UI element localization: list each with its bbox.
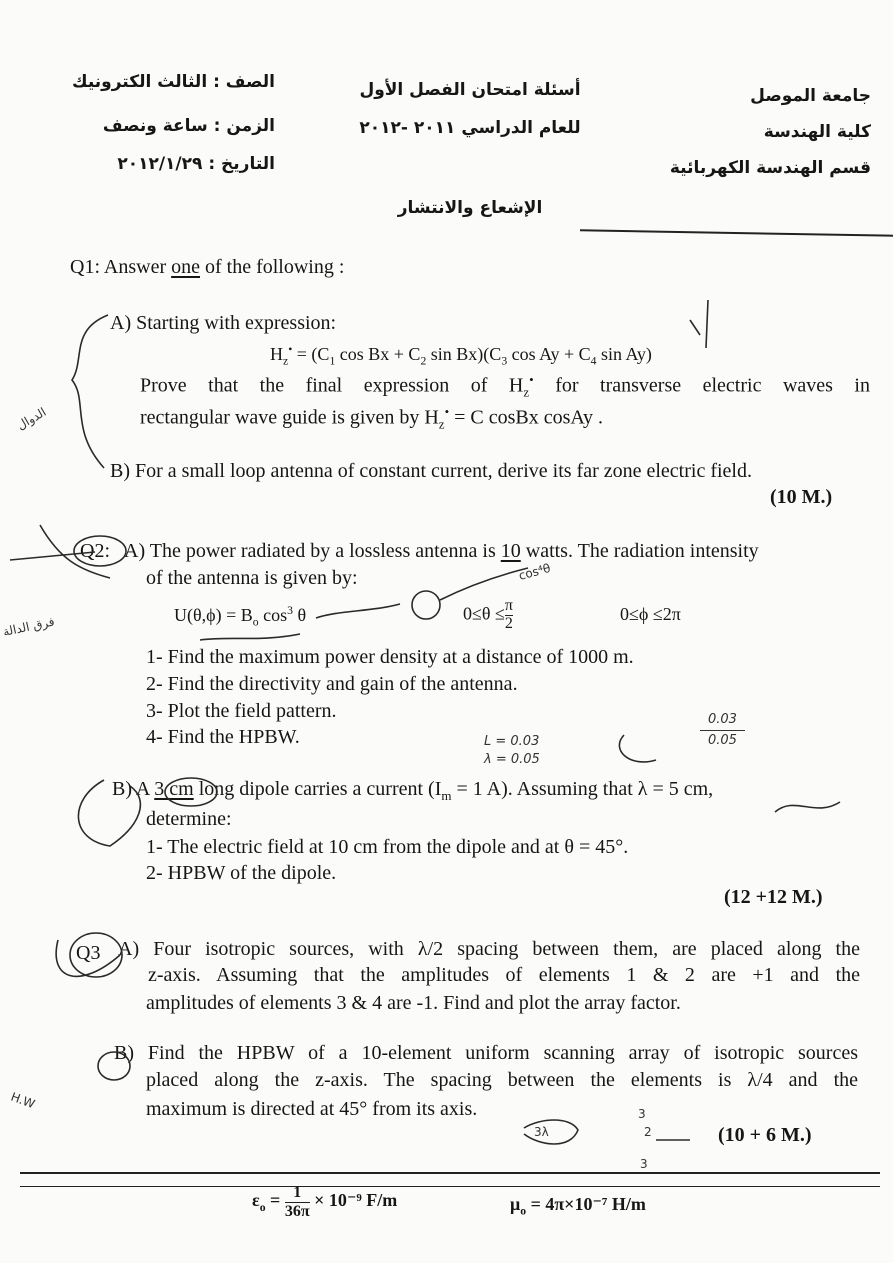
svg-text:2: 2 xyxy=(644,1125,652,1139)
q2a-line2: of the antenna is given by: xyxy=(146,567,358,589)
q2b-task-2: 2- HPBW of the dipole. xyxy=(146,862,337,884)
q2b-line1: B) A 3 cm long dipole carries a current ($I_m = 1$ A). Assuming that λ = 5 cm, xyxy=(112,778,714,803)
q3-label: Q3 xyxy=(76,942,101,964)
scribble-mark xyxy=(316,604,400,618)
underline-scribble xyxy=(200,634,300,640)
q1-marks: (10 M.) xyxy=(770,486,833,508)
ratio-sketch xyxy=(619,735,656,762)
q3b-line1: B) Find the HPBW of a 10-element uniform scanning array of isotropic sources xyxy=(114,1042,858,1064)
footer-divider-top xyxy=(20,1172,880,1174)
q2-label: Q2: xyxy=(80,540,110,562)
arrow-mark xyxy=(440,568,528,600)
handwritten-length-note: L = 0.03 xyxy=(484,734,540,749)
q3b-note-circle xyxy=(524,1120,578,1144)
lambda-squiggle xyxy=(775,802,840,812)
q2a-task-3: 3- Plot the field pattern. xyxy=(146,700,337,722)
q1a-prove-line1: Prove that the final expression of $H_z^•$ for transverse electric waves in xyxy=(140,372,870,400)
q2a-phi-range: 0≤ϕ ≤2π xyxy=(620,604,681,624)
q1-brace-mark xyxy=(72,315,108,468)
q2b-task-1: 1- The electric field at 10 cm from the dipole and at θ = 45°. xyxy=(146,836,629,858)
q1a-expression: $H_z^• = (C_1$ $\cos Bx + C_2$ $\sin Bx)(C_3$ $\cos Ay + C_4$ sin Ay) xyxy=(270,343,652,368)
q2-marks: (12 +12 M.) xyxy=(724,886,823,908)
svg-text:3λ: 3λ xyxy=(534,1125,549,1139)
university-name: جامعة الموصل xyxy=(750,86,871,106)
q3a-line2: z-axis. Assuming that the amplitudes of elements 1 & 2 are +1 and the xyxy=(148,964,860,986)
header-divider xyxy=(580,229,893,236)
svg-text:3: 3 xyxy=(640,1157,648,1171)
q2a-line1: A) The power radiated by a lossless antenna is 10 watts. The radiation intensity xyxy=(124,540,759,562)
department-name: قسم الهندسة الكهربائية xyxy=(669,158,871,178)
date-field: التاريخ : ٢٠١٢/١/٢٩ xyxy=(117,154,275,174)
class-field: الصف : الثالث الكترونيك xyxy=(71,72,275,92)
college-name: كلية الهندسة xyxy=(763,122,871,142)
academic-year: للعام الدراسي ٢٠١١ -٢٠١٢ xyxy=(359,118,581,138)
q2a-intensity-formula: $U(\theta,\phi) = B_o$ $\cos^3 \theta$ xyxy=(174,604,307,629)
duration-field: الزمن : ساعة ونصف xyxy=(102,116,275,136)
handwritten-ratio-note: 0.03 0.05 xyxy=(700,710,745,750)
q1a-prove-line2: rectangular wave guide is given by $H_z^• = C$ cosBx cosAy . xyxy=(140,404,604,432)
q2a-theta-range: 0≤θ ≤ $\frac{\pi}{2}$ xyxy=(463,597,513,632)
q1-tick-mark xyxy=(690,300,708,348)
footer-divider-bottom xyxy=(20,1186,880,1187)
svg-text:3: 3 xyxy=(638,1107,646,1121)
q3b-line3: maximum is directed at 45° from its axis. xyxy=(146,1098,478,1120)
q3-marks: (10 + 6 M.) xyxy=(718,1124,812,1146)
q2a-task-2: 2- Find the directivity and gain of the antenna. xyxy=(146,673,518,695)
svg-text:الدوال: الدوال xyxy=(14,404,49,433)
exam-subject: الإشعاع والانتشار xyxy=(397,198,543,218)
q2b-line2: determine: xyxy=(146,808,232,830)
svg-text:فرق الدالة: فرق الدالة xyxy=(1,614,56,639)
svg-text:cos⁴θ: cos⁴θ xyxy=(517,561,553,583)
q1b-text: B) For a small loop antenna of constant current, derive its far zone electric field. xyxy=(110,460,752,482)
mu-constant: $\mu_o = 4\pi\times 10^{-7}$ H/m xyxy=(510,1194,646,1218)
q3b-line2: placed along the z-axis. The spacing between the elements is λ/4 and the xyxy=(146,1069,858,1091)
q1-heading: Q1: Answer one of the following : xyxy=(70,256,345,278)
q2a-task-4: 4- Find the HPBW. xyxy=(146,726,300,748)
exam-title: أسئلة امتحان الفصل الأول xyxy=(359,80,581,100)
handwritten-lambda-note: λ = 0.05 xyxy=(484,752,540,767)
q3a-line3: amplitudes of elements 3 & 4 are -1. Find and plot the array factor. xyxy=(146,992,681,1014)
q1a-label: A) Starting with expression: xyxy=(110,312,337,334)
q3a-line1: A) Four isotropic sources, with λ/2 spacing between them, are placed along the xyxy=(118,938,860,960)
epsilon-constant: $\varepsilon_o$ = $\frac{1}{36\pi}$ × 10⁻⁹ F/m xyxy=(252,1184,398,1220)
b-circle-mark xyxy=(412,591,440,619)
q2a-task-1: 1- Find the maximum power density at a distance of 1000 m. xyxy=(146,646,634,668)
svg-text:H.W: H.W xyxy=(8,1089,37,1112)
